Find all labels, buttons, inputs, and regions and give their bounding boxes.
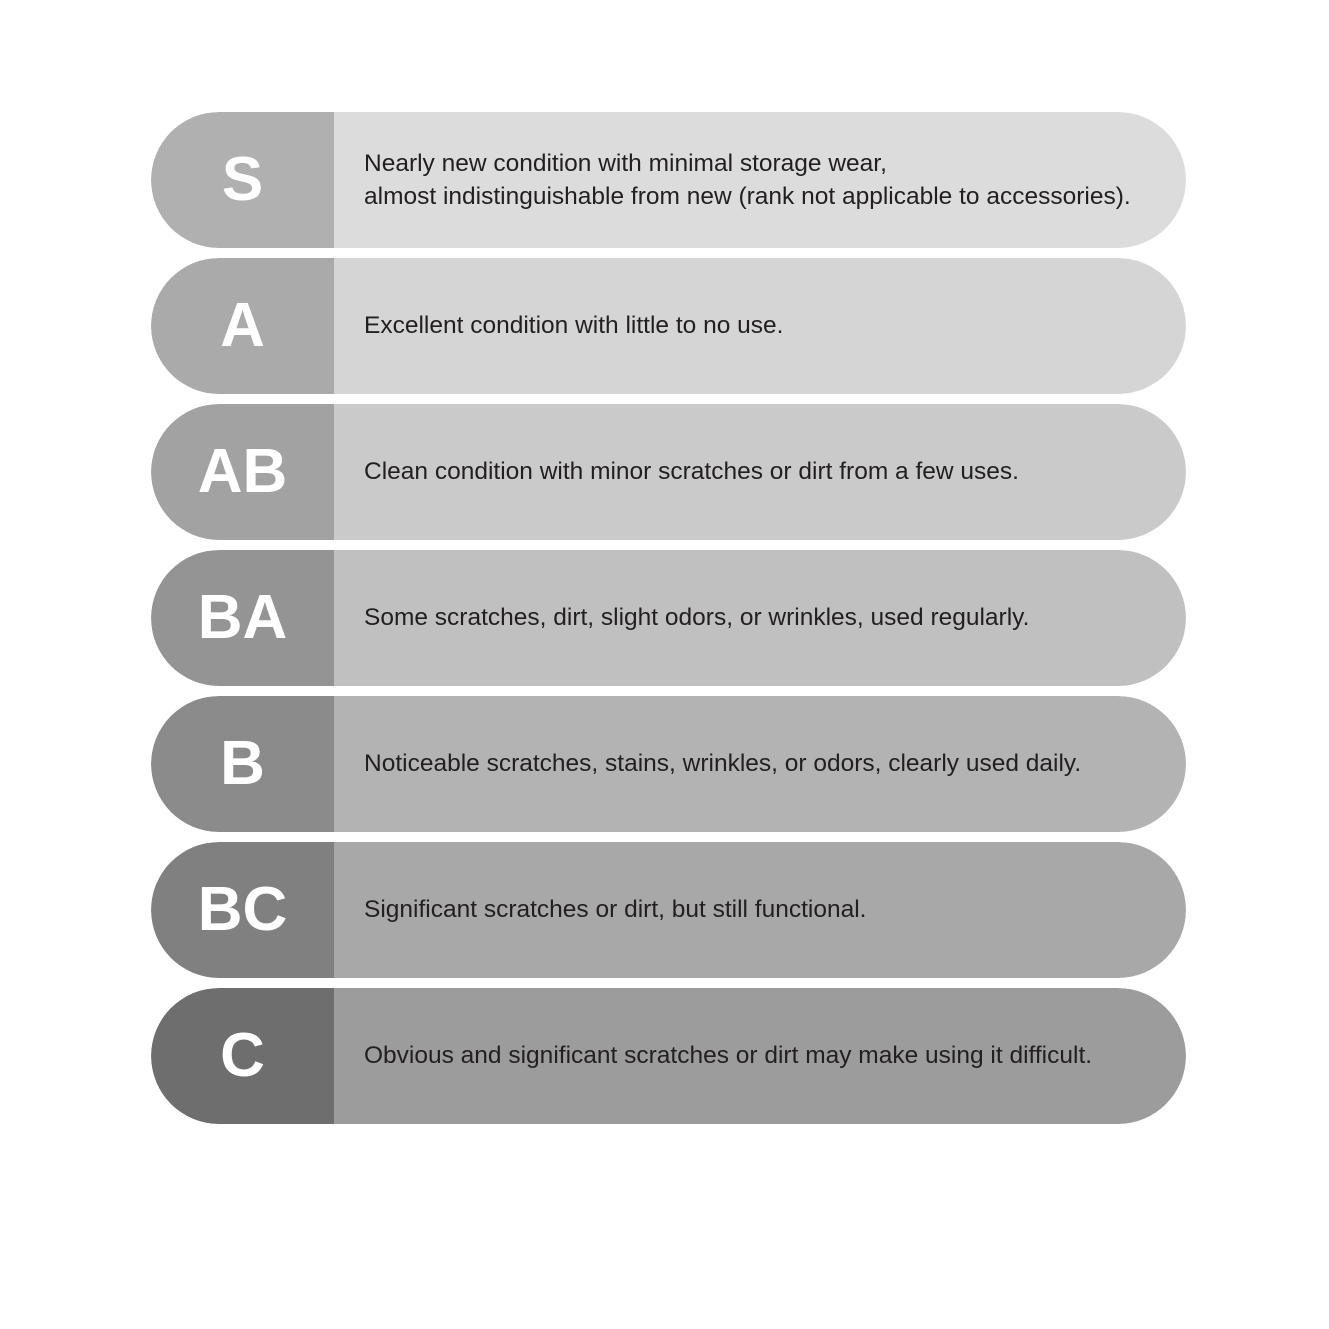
grade-row — [151, 258, 1186, 394]
grade-badge: C — [151, 988, 334, 1124]
grade-description-line: Excellent condition with little to no use. — [364, 312, 784, 340]
grade-row — [151, 988, 1186, 1124]
grade-description — [334, 988, 1186, 1124]
grade-description-line: Obvious and significant scratches or dirt may make using it difficult. — [364, 1042, 1093, 1070]
grade-description — [334, 696, 1186, 832]
grade-badge: B — [151, 696, 334, 832]
grade-row — [151, 112, 1186, 248]
grade-description-line: Clean condition with minor scratches or dirt from a few uses. — [364, 458, 1019, 486]
grade-badge: S — [151, 112, 334, 248]
grade-badge: A — [151, 258, 334, 394]
grade-description — [334, 550, 1186, 686]
grade-row — [151, 696, 1186, 832]
grade-description-line: Significant scratches or dirt, but still functional. — [364, 896, 867, 924]
grade-description — [334, 112, 1186, 248]
grade-description-line: Noticeable scratches, stains, wrinkles, or odors, clearly used daily. — [364, 750, 1082, 778]
grade-row — [151, 842, 1186, 978]
grade-description — [334, 842, 1186, 978]
grade-description-line: almost indistinguishable from new (rank not applicable to accessories). — [364, 183, 1131, 210]
grade-row — [151, 550, 1186, 686]
grade-row — [151, 404, 1186, 540]
grade-description-line: Nearly new condition with minimal storage wear, — [364, 149, 887, 177]
grade-description-line: Some scratches, dirt, slight odors, or wrinkles, used regularly. — [364, 604, 1030, 632]
grade-description — [334, 404, 1186, 540]
grade-badge: BA — [151, 550, 334, 686]
condition-grade-chart — [151, 112, 1186, 1134]
grade-description — [334, 258, 1186, 394]
grade-badge: BC — [151, 842, 334, 978]
grade-badge: AB — [151, 404, 334, 540]
